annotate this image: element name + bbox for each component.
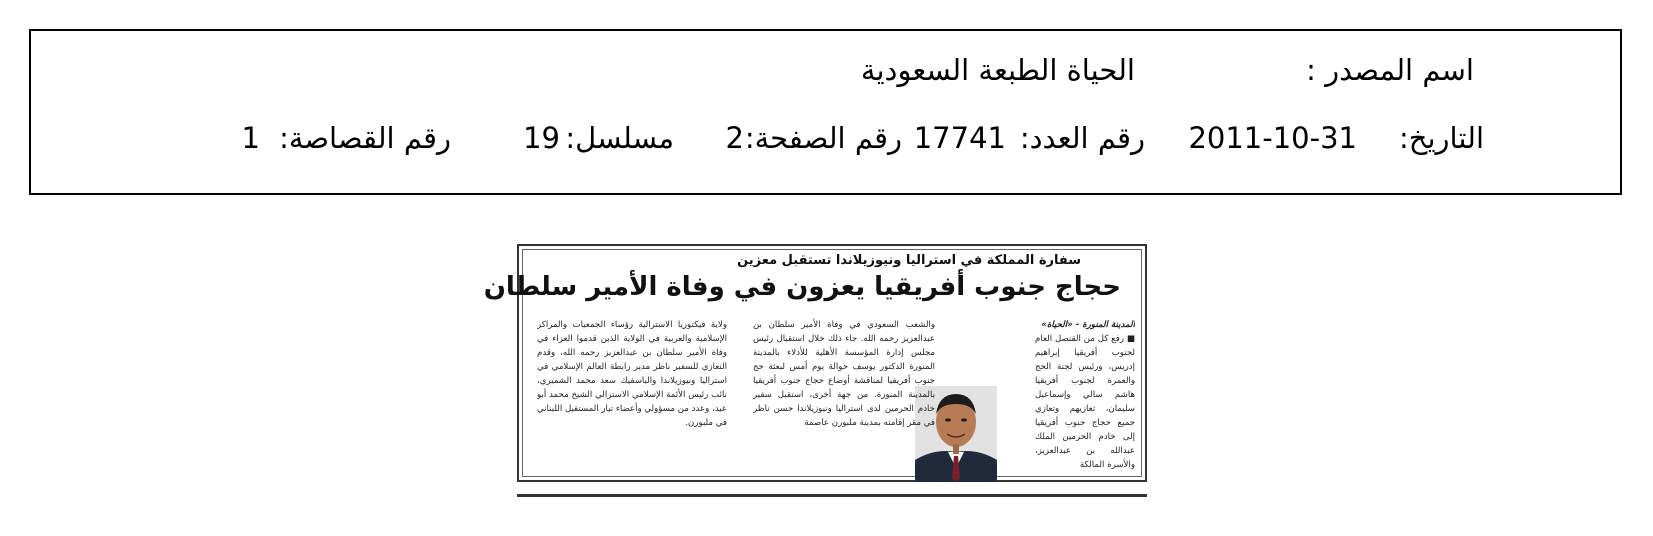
bottom-divider [517,494,1147,497]
date-value: 2011-10-31 [1188,121,1357,155]
clip-number-label: رقم القصاصة: [279,121,451,155]
page-label: رقم الصفحة: [744,121,902,155]
source-value: الحياة الطبعة السعودية [860,53,1135,87]
serial-label: مسلسل: [565,121,674,155]
page-value: 2 [725,121,744,155]
article-byline: المدينة المنورة - «الحياة» [1041,320,1135,330]
source-label: اسم المصدر : [1306,53,1474,87]
column-3-text: ولاية فيكتوريا الاسترالية رؤساء الجمعيات والمراكز الإسلامية والعربية في الولاية الذين قدموا العزاء في وفاة الأمير سلطان بن عبدالعزيز رحمه الله، وقدم التعازي للسفير ناظر مدير رابطة العالم الإسلامي في استراليا ونيوزيلاندا والباسفيك سعد محمد الشميري، نائب رئيس الأئمة الإسلامي الاسترالي الشيخ محمد أبو عيد، وعدد من مسؤولي وأعضاء تيار المستقبل اللبناني في ملبورن. [537,320,727,428]
clipping-frame [483,249,1142,477]
date-label: التاريخ: [1398,121,1484,155]
clip-number-value: 1 [241,121,260,155]
article-column-3 [537,318,727,482]
issue-value: 17741 [913,121,1006,155]
column-1-text: ■ رفع كل من القنصل العام لجنوب أفريقيا إبراهيم إدريس، ورئيس لجنة الحج والعمرة لجنوب أفريقيا هاشم سالي وإسماعيل سليمان، تعازيهم وتعازي جميع حجاج جنوب أفريقيا إلى خادم الحرمين الملك عبدالله بن عبدالعزيز، والأسرة المالكة [1035,334,1135,470]
serial-value: 19 [523,121,560,155]
newspaper-clipping [483,244,1147,482]
article-column-2 [753,318,935,482]
article-kicker: سفارة المملكة في استراليا ونيوزيلاندا تستقبل معزين [737,253,1081,268]
article-headline: حجاج جنوب أفريقيا يعزون في وفاة الأمير سلطان [483,272,1121,302]
issue-label: رقم العدد: [1019,121,1145,155]
column-2-text: والشعب السعودي في وفاة الأمير سلطان بن عبدالعزيز رحمه الله. جاء ذلك خلال استقبال رئيس مجلس إدارة المؤسسة الأهلية للأدلاء بالمدينة المنورة الدكتور يوسف حوالة يوم أمس لبعثة حج جنوب أفريقيا لمناقشة أوضاع حجاج جنوب أفريقيا بالمدينة المنورة. من جهة أخرى، استقبل سفير خادم الحرمين لدى استراليا ونيوزيلاندا حسن ناظر في مقر إقامته بمدينة ملبورن عاصمة [753,320,935,428]
clipping-header [29,29,1622,195]
